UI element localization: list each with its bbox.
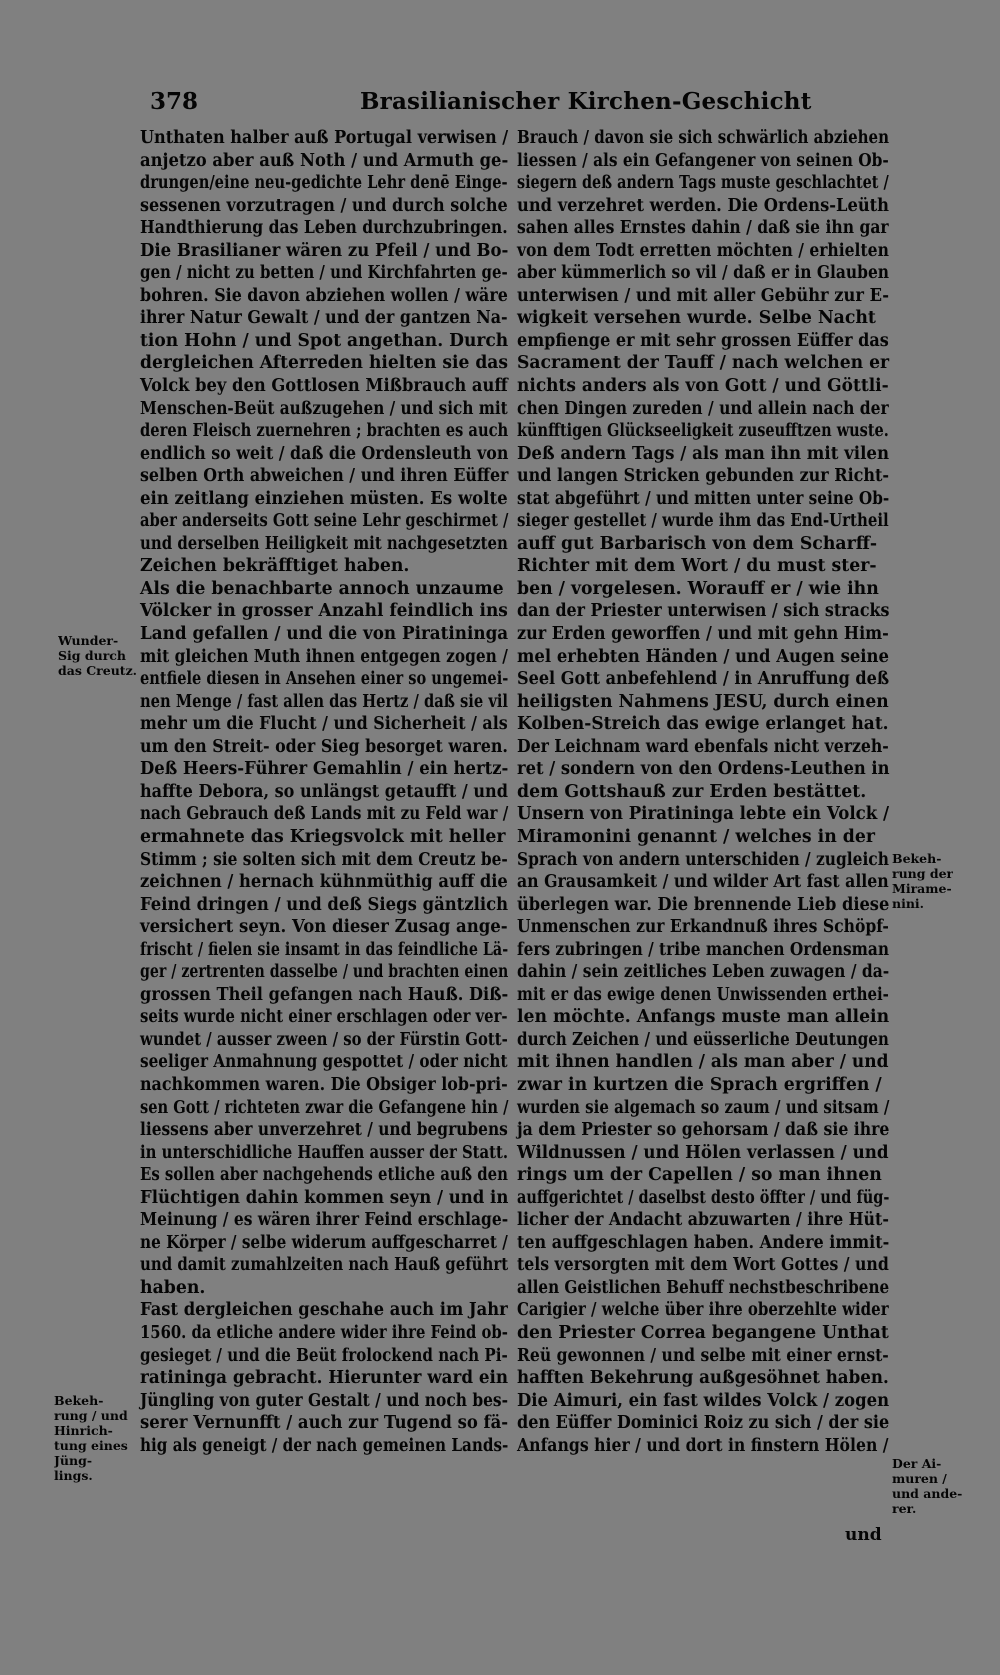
margin-note-line: Der Ai-: [892, 1456, 942, 1471]
text-line: gesieget / und die Beüt frolockend nach Pi-: [140, 1345, 508, 1366]
text-line: Unmenschen zur Erkandnuß ihres Schöpf-: [517, 917, 889, 938]
text-line: Reü gewonnen / und selbe mit einer ernst-: [517, 1345, 889, 1366]
text-line: Brauch / davon sie sich schwärlich abziehen: [517, 128, 890, 148]
text-line: ben / vorgelesen. Worauff er / wie ihn: [517, 578, 879, 599]
text-line: Es sollen aber nachgehends etliche auß den: [140, 1165, 508, 1186]
margin-note-line: Bekeh-: [54, 1393, 104, 1408]
text-line: tels versorgten mit dem Wort Gottes / und: [517, 1255, 889, 1276]
text-line: seits wurde nicht einer erschlagen oder ver-: [140, 1007, 508, 1028]
margin-note-line: und ande-: [892, 1486, 963, 1501]
margin-note-wonder-victory: [58, 633, 137, 678]
margin-note-line: Wunder-: [58, 633, 119, 648]
margin-note-line: rung der: [892, 866, 954, 881]
text-line: Volck bey den Gottlosen Mißbrauch auff: [140, 376, 508, 397]
text-line: haffte Debora, so unlängst getaufft / und: [140, 781, 508, 802]
text-line: bohren. Sie davon abziehen wollen / wäre: [140, 285, 508, 306]
margin-note-line: Hinrich-: [54, 1423, 113, 1438]
text-line: ratininga gebracht. Hierunter ward ein: [140, 1368, 509, 1389]
text-line: zwar in kurtzen die Sprach ergriffen /: [517, 1074, 882, 1095]
text-line: nachkommen waren. Die Obsiger lob-pri-: [140, 1074, 508, 1095]
text-line: aber kümmerlich so vil / daß er in Glauben: [517, 263, 890, 284]
text-line: tion Hohn / und Spot angethan. Durch: [140, 330, 509, 351]
text-line: liessen / als ein Gefangener von seinen Ob-: [517, 150, 889, 171]
text-line: licher der Andacht abzuwarten / ihre Hüt-: [517, 1210, 889, 1231]
text-line: Jüngling von guter Gestalt / und noch bes-: [140, 1390, 509, 1411]
text-line: den Eüffer Dominici Roiz zu sich / der sie: [517, 1413, 890, 1434]
text-line: mit er das ewige denen Unwissenden erthei-: [517, 984, 889, 1005]
margin-note-conversion-youth: [54, 1393, 128, 1483]
text-line: an Grausamkeit / und wilder Art fast allen: [517, 872, 889, 893]
text-line: seeliger Anmahnung gespottet / oder nicht: [140, 1052, 508, 1073]
text-line: ger / zertrenten dasselbe / und brachten einen: [140, 962, 509, 983]
text-line: künfftigen Glückseeligkeit zuseufftzen wuste.: [517, 421, 889, 442]
text-line: heiligsten Nahmens JESU, durch einen: [517, 691, 889, 712]
text-line: hig als geneigt / der nach gemeinen Lands-: [140, 1435, 509, 1456]
text-line: Handthierung das Leben durchzubringen.: [140, 218, 508, 239]
text-line: Deß Heers-Führer Gemahlin / ein hertz-: [140, 759, 509, 780]
margin-note-line: Bekeh-: [892, 851, 942, 866]
text-line: Sprach von andern unterschiden / zugleich: [517, 849, 889, 870]
text-line: entfiele diesen in Ansehen einer so ungemei-: [140, 669, 509, 690]
margin-note-line: rung / und: [54, 1408, 128, 1423]
text-line: um den Streit- oder Sieg besorget waren.: [140, 736, 508, 757]
text-line: nen Menge / fast allen das Hertz / daß sie vil: [140, 691, 509, 712]
text-line: anjetzo aber auß Noth / und Armuth ge-: [140, 150, 509, 171]
text-line: deren Fleisch zuernehren ; brachten es auch: [140, 421, 509, 442]
text-line: Meinung / es wären ihrer Feind erschlage-: [140, 1210, 509, 1231]
text-line: haben.: [140, 1277, 206, 1298]
margin-note-line: Sig durch: [58, 648, 126, 663]
text-line: Deß andern Tags / als man ihn mit vilen: [517, 443, 890, 464]
text-line: dergleichen Afterreden hielten sie das: [140, 353, 508, 374]
text-line: und langen Stricken gebunden zur Richt-: [517, 466, 890, 487]
text-line: und verzehret werden. Die Ordens-Leüth: [517, 195, 890, 216]
text-line: fers zubringen / tribe manchen Ordensman: [517, 939, 889, 960]
text-line: Miramonini genannt / welches in der: [517, 826, 875, 847]
text-line: hafften Bekehrung außgesöhnet haben.: [517, 1368, 889, 1389]
text-line: unterwisen / und mit aller Gebühr zur E-: [517, 285, 890, 306]
text-line: frischt / fielen sie insamt in das feindliche Lä-: [140, 939, 509, 960]
text-line: rings um der Capellen / so man ihnen: [517, 1165, 882, 1186]
text-line: liessens aber unverzehret / und begrubens: [140, 1120, 508, 1141]
text-line: Feind dringen / und deß Siegs gäntzlich: [140, 894, 509, 915]
text-line: sahen alles Ernstes dahin / daß sie ihn gar: [517, 218, 889, 239]
text-line: ihrer Natur Gewalt / und der gantzen Na-: [140, 308, 508, 329]
margin-note-miramonini: [892, 851, 953, 911]
text-line: Flüchtigen dahin kommen seyn / und in: [140, 1187, 509, 1208]
text-line: dem Gottshauß zur Erden bestättet.: [517, 781, 867, 802]
left-text-column: [140, 127, 508, 1457]
text-line: wigkeit versehen wurde. Selbe Nacht: [517, 308, 876, 329]
margin-note-line: rer.: [892, 1501, 917, 1516]
text-line: Stimm ; sie solten sich mit dem Creutz be-: [140, 849, 508, 870]
margin-note-line: tung eines: [54, 1438, 128, 1453]
text-line: und damit zumahlzeiten nach Hauß geführt: [140, 1255, 509, 1276]
text-line: sessenen vorzutragen / und durch solche: [140, 195, 508, 216]
text-line: ne Körper / selbe widerum auffgescharret /: [140, 1232, 508, 1253]
text-line: empfienge er mit sehr grossen Eüffer das: [517, 330, 889, 351]
text-line: chen Dingen zureden / und allein nach der: [517, 398, 889, 419]
margin-note-line: Mirame-: [892, 881, 952, 896]
text-line: mel erhebten Händen / und Augen seine: [517, 646, 889, 667]
text-line: wurden sie algemach so zaum / und sitsam /: [517, 1097, 890, 1118]
text-line: Wildnussen / und Hölen verlassen / und: [517, 1142, 889, 1163]
margin-note-line: das Creutz.: [58, 663, 138, 678]
text-line: Der Leichnam ward ebenfals nicht verzeh-: [517, 736, 889, 757]
text-line: auff gut Barbarisch von dem Scharff-: [517, 533, 878, 554]
text-line: sieger gestellet / wurde ihm das End-Urtheil: [517, 511, 889, 532]
text-line: dahin / sein zeitliches Leben zuwagen / da-: [517, 962, 890, 983]
text-line: Die Brasilianer wären zu Pfeil / und Bo-: [140, 240, 509, 261]
text-line: Als die benachbarte annoch unzaume: [140, 578, 504, 599]
text-line: Fast dergleichen geschahe auch im Jahr: [140, 1300, 508, 1321]
text-line: endlich so weit / daß die Ordensleuth von: [140, 443, 509, 464]
text-line: durch Zeichen / und eüsserliche Deutungen: [517, 1029, 889, 1050]
text-line: gen / nicht zu betten / und Kirchfahrten ge-: [140, 263, 508, 284]
margin-note-line: lings.: [54, 1468, 93, 1483]
text-line: ja dem Priester so gehorsam / daß sie ihre: [517, 1120, 890, 1141]
text-line: grossen Theil gefangen nach Hauß. Diß-: [140, 984, 509, 1005]
text-line: selben Orth abweichen / und ihren Eüffer: [140, 466, 509, 487]
text-line: ein zeitlang einziehen müsten. Es wolte: [140, 488, 508, 509]
text-line: ten auffgeschlagen haben. Andere immit-: [517, 1232, 890, 1253]
text-line: auffgerichtet / daselbst desto öffter / und füg-: [517, 1187, 890, 1208]
text-line: mit gleichen Muth ihnen entgegen zogen /: [140, 646, 508, 667]
running-title: Brasilianischer Kirchen-Geschicht: [360, 88, 812, 115]
text-line: Land gefallen / und die von Piratininga: [140, 624, 509, 645]
margin-note-line: muren /: [892, 1471, 947, 1486]
margin-note-aimuri: [892, 1456, 962, 1516]
text-line: wundet / ausser zween / so der Fürstin Gott-: [140, 1029, 508, 1050]
text-line: Unthaten halber auß Portugal verwisen /: [140, 128, 509, 148]
text-line: Völcker in grosser Anzahl feindlich ins: [140, 601, 508, 622]
text-line: 1560. da etliche andere wider ihre Feind ob-: [140, 1322, 508, 1343]
margin-note-line: nini.: [892, 896, 925, 911]
text-line: von dem Todt erretten möchten / erhielten: [517, 240, 889, 261]
text-line: sen Gott / richteten zwar die Gefangene hin /: [140, 1097, 509, 1118]
text-line: siegern deß andern Tags muste geschlachtet /: [517, 173, 889, 194]
text-line: drungen/eine neu-gedichte Lehr denē Einge-: [140, 173, 508, 194]
text-line: Kolben-Streich das ewige erlanget hat.: [517, 714, 889, 735]
text-line: nach Gebrauch deß Lands mit zu Feld war /: [140, 804, 509, 825]
text-line: ermahnete das Kriegsvolck mit heller: [140, 826, 506, 847]
text-line: mehr um die Flucht / und Sicherheit / als: [140, 714, 508, 735]
text-line: den Priester Correa begangene Unthat: [517, 1322, 889, 1343]
margin-note-line: Jüng-: [54, 1453, 93, 1468]
text-line: allen Geistlichen Behuff nechstbeschribene: [517, 1277, 890, 1298]
text-line: Unsern von Piratininga lebte ein Volck /: [517, 804, 890, 825]
text-line: Seel Gott anbefehlend / in Anruffung deß: [517, 669, 890, 690]
text-line: in unterschidliche Hauffen ausser der Statt.: [140, 1142, 509, 1163]
text-line: Anfangs hier / und dort in finstern Hölen /: [517, 1435, 889, 1456]
text-line: dan der Priester unterwisen / sich stracks: [517, 601, 890, 622]
right-text-column: [517, 127, 889, 1457]
text-line: aber anderseits Gott seine Lehr geschirmet /: [140, 511, 509, 532]
catchword: und: [845, 1525, 882, 1545]
text-line: Zeichen bekräfftiget haben.: [140, 556, 410, 577]
text-line: Sacrament der Tauff / nach welchen er: [517, 353, 890, 374]
text-line: zeichnen / hernach kühnmüthig auff die: [140, 872, 508, 893]
text-line: ret / sondern von den Ordens-Leuthen in: [517, 759, 890, 780]
text-line: Richter mit dem Wort / du must ster-: [517, 556, 877, 577]
text-line: nichts anders als von Gott / und Göttli-: [517, 376, 889, 397]
text-line: versichert seyn. Von dieser Zusag ange-: [140, 917, 508, 938]
text-line: Carigier / welche über ihre oberzehlte wider: [517, 1300, 889, 1321]
page-number: 378: [150, 88, 199, 115]
text-line: und derselben Heiligkeit mit nachgesetzten: [140, 533, 508, 554]
text-line: stat abgeführt / und mitten unter seine Ob-: [517, 488, 890, 509]
page-header: [0, 88, 1000, 128]
text-line: überlegen war. Die brennende Lieb diese: [517, 894, 890, 915]
text-line: zur Erden geworffen / und mit gehn Him-: [517, 624, 889, 645]
text-line: Die Aimuri, ein fast wildes Volck / zogen: [517, 1390, 890, 1411]
text-line: serer Vernunfft / auch zur Tugend so fä-: [140, 1413, 509, 1434]
text-line: mit ihnen handlen / als man aber / und: [517, 1052, 889, 1073]
text-line: len möchte. Anfangs muste man allein: [517, 1007, 890, 1028]
text-line: Menschen-Beüt außzugehen / und sich mit: [140, 398, 508, 419]
